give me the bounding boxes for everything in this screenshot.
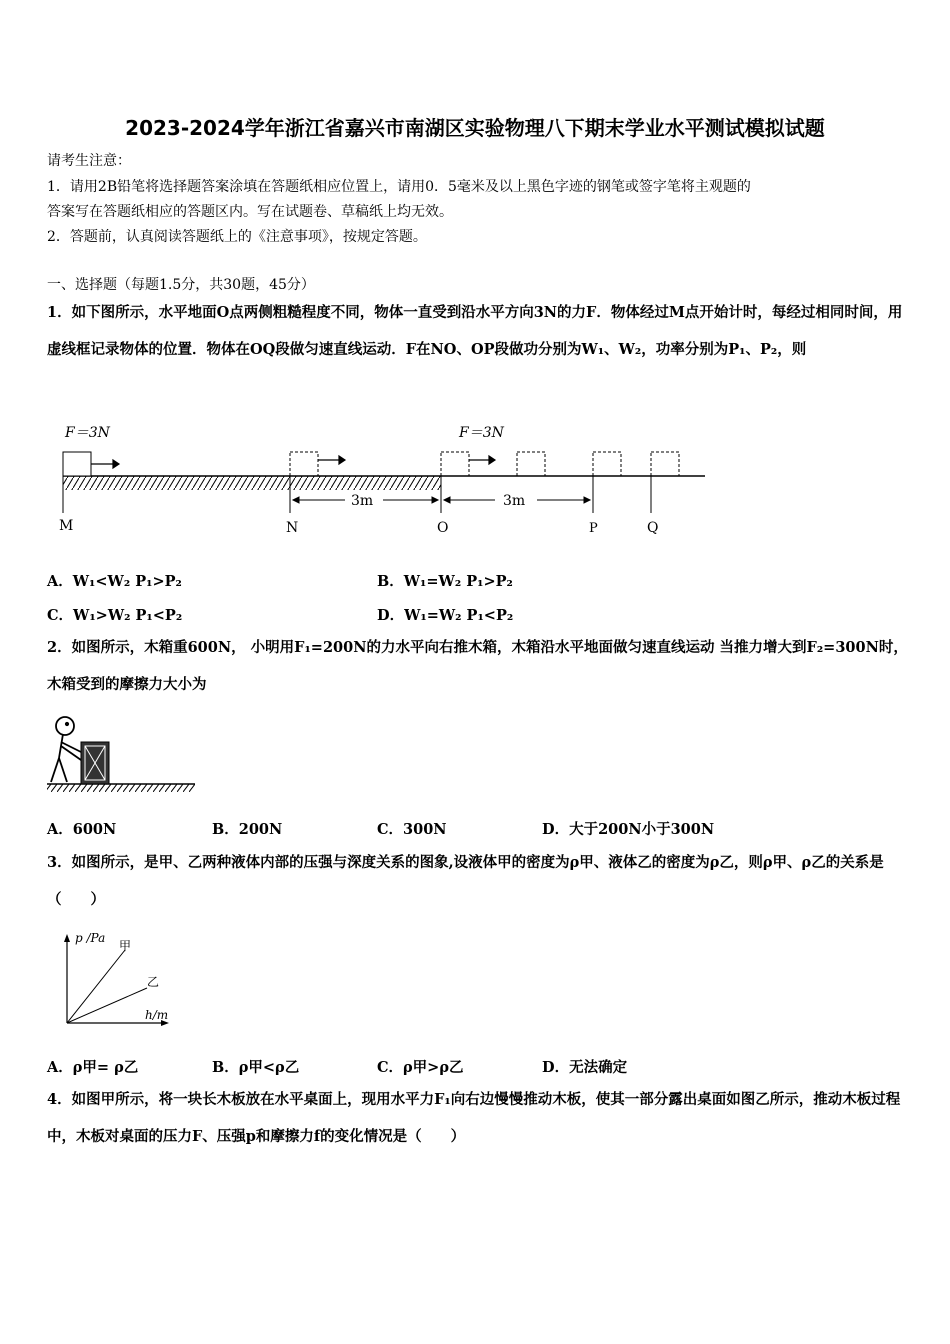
q3-option-a[interactable]: A．ρ甲= ρ乙 (47, 1059, 139, 1076)
person-icon (51, 717, 81, 782)
q1-option-d[interactable]: D．W₁=W₂ P₁<P₂ (377, 607, 514, 624)
point-label-q: Q (647, 520, 659, 536)
q2-option-c[interactable]: C．300N (377, 821, 447, 838)
block-dashed-o (441, 452, 469, 476)
force-arrows (91, 456, 495, 468)
q3-option-d[interactable]: D．无法确定 (542, 1059, 628, 1076)
force-label-1: F＝3N (65, 425, 110, 441)
q3-option-b[interactable]: B．ρ甲<ρ乙 (212, 1059, 300, 1076)
page-title: 2023-2024学年浙江省嘉兴市南湖区实验物理八下期末学业水平测试模拟试题 (125, 116, 825, 140)
distance-label-op: 3m (503, 493, 526, 509)
line-yi (67, 988, 147, 1023)
notice-line-2: 答案写在答题纸相应的答题区内。写在试题卷、草稿纸上均无效。 (47, 204, 453, 220)
block-dashed-5 (651, 452, 679, 476)
point-label-m: M (59, 518, 74, 534)
rough-ground-hatch (63, 476, 441, 490)
q3-pressure-depth-graph (55, 928, 180, 1033)
y-axis-label: p /Pa (75, 931, 106, 945)
q3-option-c[interactable]: C．ρ甲>ρ乙 (377, 1059, 464, 1076)
q1-option-b[interactable]: B．W₁=W₂ P₁>P₂ (377, 573, 513, 590)
block-dashed-3 (517, 452, 545, 476)
notice-line-1: 1．请用2B铅笔将选择题答案涂填在答题纸相应位置上，请用0．5毫米及以上黑色字迹的钢笔或签字笔将主观题的 (47, 179, 751, 195)
notice-line-3: 2．答题前，认真阅读答题纸上的《注意事项》，按规定答题。 (47, 229, 427, 245)
question-2-text: 2．如图所示，木箱重600N， 小明用F₁=200N的力水平向右推木箱，木箱沿水平地面做匀速直线运动 当推力增大到F₂=300N时，木箱受到的摩擦力大小为 (47, 639, 908, 693)
line-label-yi: 乙 (147, 975, 160, 989)
block-solid (63, 452, 91, 476)
point-label-o: O (437, 520, 449, 536)
q1-option-a[interactable]: A．W₁<W₂ P₁>P₂ (47, 573, 182, 590)
question-3-text: 3．如图所示，是甲、乙两种液体内部的压强与深度关系的图象,设液体甲的密度为ρ甲、液体乙的密度为ρ乙，则ρ甲、ρ乙的关系是 （ ） (47, 854, 884, 908)
block-dashed-n (290, 452, 318, 476)
section-heading: 一、选择题（每题1.5分，共30题，45分） (47, 277, 315, 293)
q2-option-b[interactable]: B．200N (212, 821, 283, 838)
q2-pushing-box-figure (45, 712, 200, 797)
point-label-n: N (286, 520, 299, 536)
q1-option-c[interactable]: C．W₁>W₂ P₁<P₂ (47, 607, 183, 624)
x-axis-label: h/m (145, 1008, 169, 1022)
notice-heading: 请考生注意： (47, 153, 131, 169)
force-label-2: F＝3N (459, 425, 504, 441)
q1-motion-figure (55, 418, 715, 543)
question-4-text: 4．如图甲所示，将一块长木板放在水平桌面上，现用水平力F₁向右边慢慢推动木板，使其一部分露出桌面如图乙所示，推动木板过程中，木板对桌面的压力F、压强p和摩擦力f的变化情况是（ ） (47, 1091, 901, 1145)
q2-option-a[interactable]: A．600N (47, 821, 117, 838)
line-label-jia: 甲 (119, 939, 132, 953)
q2-option-d[interactable]: D．大于200N小于300N (542, 821, 715, 838)
point-label-p: P (589, 521, 598, 536)
line-jia (67, 950, 125, 1023)
question-1-text: 1．如下图所示，水平地面O点两侧粗糙程度不同，物体一直受到沿水平方向3N的力F．物体经过M点开始计时，每经过相同时间，用虚线框记录物体的位置．物体在OQ段做匀速直线运动．F在NO、OP段做功分别为W₁、W₂，功率分别为P₁、P₂，则 (47, 304, 903, 358)
distance-label-no: 3m (351, 493, 374, 509)
block-dashed-4 (593, 452, 621, 476)
